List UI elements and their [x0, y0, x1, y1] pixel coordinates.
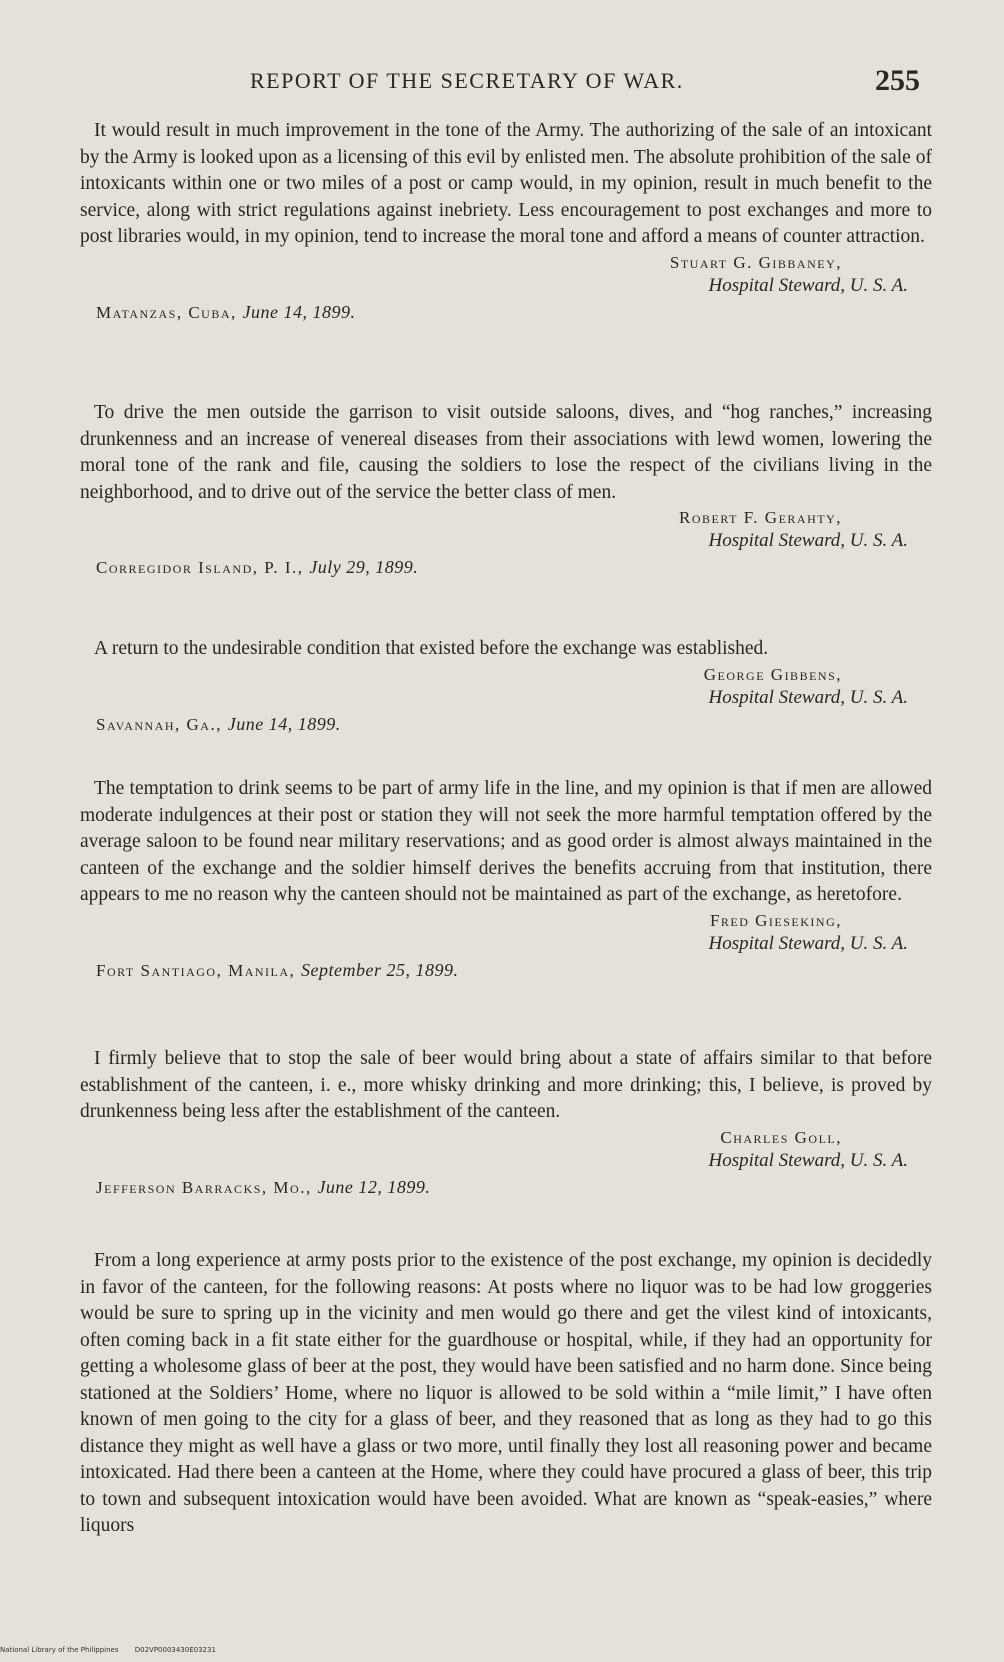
signatory-title: Hospital Steward, U. S. A. [708, 530, 908, 551]
footer-library: National Library of the Philippines [0, 1646, 119, 1654]
page-number: 255 [875, 64, 920, 97]
running-head: REPORT OF THE SECRETARY OF WAR. [250, 68, 684, 93]
date: June 14, 1899. [227, 713, 341, 734]
footer-id: D02VP0003430E03231 [134, 1646, 216, 1654]
signatory-title: Hospital Steward, U. S. A. [708, 686, 908, 708]
entry-text: From a long experience at army posts prior to the existence of the post exchange, my opinion is decidedly in favor of the canteen, for the following reasons: At posts where no liquor was to be had low groggeries would be sure to spring up in the vicinity and men would go there and get the vilest kind of intoxicants, often coming back in a fit state either for the guardhouse or hospital, while, if they had an opportunity for getting a wholesome glass of beer at the post, they would have been satisfied and no harm done. Since being stationed at the Soldiers’ Home, where no liquor is allowed to be sold within a “mile limit,” I have often known of men going to the city for a glass of beer, and they reasoned that as long as they had to go this distance they might as well have a glass or two more, until finally they lost all reasoning power and became intoxicated. Had there been a canteen at the Home, where they could have procured a glass of beer, this trip to town and subsequent intoxication would have been avoided. What are known as “speak-easies,” where liquors [80, 1250, 932, 1536]
place-date-line [80, 711, 932, 738]
signatory-name: Fred Gieseking, [709, 910, 842, 930]
signatory-name: Robert F. Gerahty, [679, 508, 842, 527]
signatory-title: Hospital Steward, U. S. A. [708, 274, 908, 296]
entry-text: A return to the undesirable condition that existed before the exchange was established. [94, 638, 769, 659]
date: June 12, 1899. [317, 1176, 431, 1197]
entry-text: The temptation to drink seems to be part of army life in the line, and my opinion is that if men are allowed moderate indulgences at their post or station they will not seek the more harmful temptation offered by the average saloon to be found near military reservations; and as good order is almost always maintained in the canteen of the exchange and the soldier himself derives the benefits accruing from that institution, there appears to me no reason why the canteen should not be maintained as part of the exchange, as heretofore. [80, 778, 932, 905]
signatory-name: Stuart G. Gibbaney, [669, 252, 842, 272]
entry-text: It would result in much improvement in the tone of the Army. The authorizing of the sale of an intoxicant by the Army is looked upon as a licensing of this evil by enlisted men. The absolute prohibition of the sale of intoxicants within one or two miles of a post or camp would, in my opinion, result in much benefit to the service, along with strict regulations against inebriety. Less encouragement to post exchanges and more to post libraries would, in my opinion, tend to increase the moral tone and afford a means of counter attraction. [80, 120, 932, 247]
place: Jefferson Barracks, Mo., [96, 1177, 312, 1197]
place: Fort Santiago, Manila, [96, 960, 296, 980]
place-date-line [80, 299, 932, 326]
signatory-title: Hospital Steward, U. S. A. [708, 932, 908, 954]
place-date-line [80, 1174, 932, 1201]
scan-footer [0, 1646, 230, 1654]
place: Savannah, Ga., [96, 714, 222, 734]
place: Matanzas, Cuba, [96, 302, 237, 322]
entry-text: I firmly believe that to stop the sale of beer would bring about a state of affairs similar to that before establishment of the canteen, i. e., more whisky drinking and more drinking; this, I believe, is proved by drunkenness being less after the establishment of the canteen. [80, 1048, 932, 1122]
signatory-name: George Gibbens, [703, 664, 842, 684]
signatory-title: Hospital Steward, U. S. A. [708, 1149, 908, 1171]
place-date-line [80, 957, 932, 984]
letter-entry [80, 1046, 932, 1201]
letter-entry [80, 1248, 932, 1540]
signatory-name: Charles Goll, [720, 1127, 842, 1147]
date: September 25, 1899. [301, 959, 459, 980]
letter-entry [80, 776, 932, 984]
letter-entry [80, 118, 932, 326]
letter-entry [80, 636, 932, 738]
page-header [80, 64, 940, 104]
place-date-line [80, 554, 932, 581]
entry-text: To drive the men outside the garrison to visit outside saloons, dives, and “hog ranches,” increasing drunkenness and an increase of venereal diseases from their associations with lewd women, lowering the moral tone of the rank and file, causing the soldiers to lose the respect of the civilians living in the neighborhood, and to drive out of the service the better class of men. [80, 402, 932, 503]
letter-entry [80, 400, 932, 581]
date: July 29, 1899. [309, 557, 419, 577]
date: June 14, 1899. [242, 301, 356, 322]
place: Corregidor Island, P. I., [96, 558, 304, 577]
